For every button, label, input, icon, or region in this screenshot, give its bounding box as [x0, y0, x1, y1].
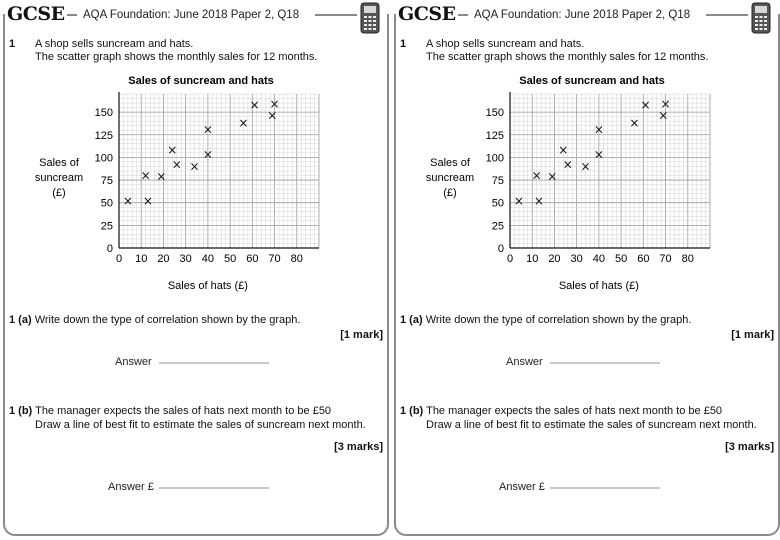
y-axis-label: (£) — [443, 187, 457, 199]
part-a-marks: [1 mark] — [340, 329, 383, 341]
part-a-marks: [1 mark] — [731, 329, 774, 341]
data-point: × — [142, 193, 153, 208]
y-axis-label: Sales of — [430, 157, 470, 169]
chart-title: Sales of suncream and hats — [128, 75, 274, 87]
gcse-logo: GCSE — [7, 3, 65, 25]
y-axis-label: Sales of — [39, 157, 79, 169]
data-point: × — [593, 122, 604, 137]
data-point: × — [562, 157, 573, 172]
data-point: × — [660, 96, 671, 111]
x-axis-label: Sales of hats (£) — [558, 280, 639, 292]
y-tick-label: 25 — [491, 220, 504, 233]
part-b-marks: [3 marks] — [334, 441, 383, 453]
data-point: × — [513, 193, 524, 208]
x-tick-label: 50 — [223, 253, 237, 265]
x-tick-label: 70 — [268, 253, 281, 265]
part-a-answer-line[interactable] — [159, 362, 269, 364]
question-line: A shop sells suncream and hats. — [426, 38, 585, 50]
y-tick-label: 0 — [497, 243, 504, 255]
calculator-icon — [751, 2, 771, 34]
y-tick-label: 125 — [94, 129, 113, 142]
header-rule — [706, 14, 748, 16]
data-point: × — [580, 159, 591, 174]
worksheet-panel-right — [394, 0, 780, 540]
y-tick-label: 75 — [100, 175, 113, 188]
x-tick-label: 40 — [201, 253, 215, 265]
part-b-answer-line[interactable] — [550, 487, 660, 489]
part-b-text: The manager expects the sales of hats next month to be £50 — [426, 405, 723, 417]
x-tick-label: 0 — [115, 253, 123, 265]
data-point: × — [547, 169, 558, 184]
x-tick-label: 70 — [659, 253, 672, 265]
y-tick-label: 100 — [94, 152, 113, 165]
data-point: × — [167, 143, 178, 158]
y-tick-label: 75 — [491, 175, 504, 188]
x-tick-label: 60 — [246, 253, 259, 265]
calculator-icon — [360, 2, 380, 34]
question-text — [426, 38, 766, 64]
part-a-text: Write down the type of correlation shown by the graph. — [34, 314, 301, 326]
data-point: × — [629, 115, 640, 130]
y-axis-label: suncream — [34, 172, 84, 184]
data-point: × — [156, 169, 167, 184]
data-point: × — [249, 97, 260, 112]
part-a-label: 1 (a) — [9, 314, 32, 326]
y-tick-label: 25 — [100, 220, 113, 233]
scatter-chart — [23, 70, 373, 300]
x-tick-label: 20 — [548, 253, 561, 265]
chart-title: Sales of suncream and hats — [519, 75, 665, 87]
data-point: × — [269, 96, 280, 111]
part-b-text: The manager expects the sales of hats next month to be £50 — [35, 405, 332, 417]
y-tick-label: 150 — [94, 107, 113, 120]
y-tick-label: 100 — [485, 152, 504, 165]
part-b-answer-label: Answer £ — [499, 481, 545, 493]
question-text — [35, 38, 375, 64]
part-b-label: 1 (b) — [9, 405, 33, 417]
part-a-answer-line[interactable] — [550, 362, 660, 364]
part-a-answer-label: Answer — [115, 356, 152, 368]
part-a-answer-label: Answer — [506, 356, 543, 368]
x-tick-label: 20 — [157, 253, 170, 265]
y-tick-label: 0 — [106, 243, 113, 255]
question-line: The scatter graph shows the monthly sales for 12 months. — [35, 51, 318, 63]
data-point: × — [658, 108, 669, 123]
part-b-text: Draw a line of best fit to estimate the sales of suncream next month. — [426, 419, 757, 431]
data-point: × — [202, 147, 213, 162]
x-tick-label: 50 — [614, 253, 628, 265]
data-point: × — [558, 143, 569, 158]
part-a-question — [400, 313, 772, 327]
data-point: × — [267, 108, 278, 123]
gcse-logo: GCSE — [398, 3, 456, 25]
data-point: × — [531, 168, 542, 183]
data-point: × — [140, 168, 151, 183]
scatter-chart — [414, 70, 764, 300]
part-b-text: Draw a line of best fit to estimate the sales of suncream next month. — [35, 419, 366, 431]
y-tick-label: 125 — [485, 129, 504, 142]
header-rule — [315, 14, 357, 16]
question-line: The scatter graph shows the monthly sales for 12 months. — [426, 51, 709, 63]
data-point: × — [122, 193, 133, 208]
header-title: AQA Foundation: June 2018 Paper 2, Q18 — [474, 9, 691, 21]
part-b-answer-line[interactable] — [159, 487, 269, 489]
part-b-question — [9, 404, 381, 432]
y-tick-label: 50 — [491, 197, 504, 210]
data-point: × — [202, 122, 213, 137]
y-tick-label: 50 — [100, 197, 113, 210]
question-number: 1 — [9, 38, 16, 50]
part-b-answer-label: Answer £ — [108, 481, 154, 493]
x-tick-label: 10 — [526, 253, 539, 265]
header-title: AQA Foundation: June 2018 Paper 2, Q18 — [83, 9, 300, 21]
x-tick-label: 60 — [637, 253, 650, 265]
x-axis-label: Sales of hats (£) — [167, 280, 248, 292]
worksheet-panel-left — [3, 0, 389, 540]
part-a-text: Write down the type of correlation shown by the graph. — [425, 314, 692, 326]
data-point: × — [171, 157, 182, 172]
y-axis-label: suncream — [425, 172, 475, 184]
part-b-marks: [3 marks] — [725, 441, 774, 453]
part-b-question — [400, 404, 772, 432]
data-point: × — [640, 97, 651, 112]
data-point: × — [593, 147, 604, 162]
x-tick-label: 80 — [290, 253, 303, 265]
y-tick-label: 150 — [485, 107, 504, 120]
data-point: × — [189, 159, 200, 174]
x-tick-label: 0 — [506, 253, 514, 265]
data-point: × — [533, 193, 544, 208]
part-a-question — [9, 313, 381, 327]
x-tick-label: 80 — [681, 253, 694, 265]
x-tick-label: 30 — [570, 253, 583, 265]
x-tick-label: 30 — [179, 253, 192, 265]
part-a-label: 1 (a) — [400, 314, 423, 326]
x-tick-label: 40 — [592, 253, 606, 265]
y-axis-label: (£) — [52, 187, 66, 199]
x-tick-label: 10 — [135, 253, 148, 265]
part-b-label: 1 (b) — [400, 405, 424, 417]
question-number: 1 — [400, 38, 407, 50]
question-line: A shop sells suncream and hats. — [35, 38, 194, 50]
data-point: × — [238, 115, 249, 130]
